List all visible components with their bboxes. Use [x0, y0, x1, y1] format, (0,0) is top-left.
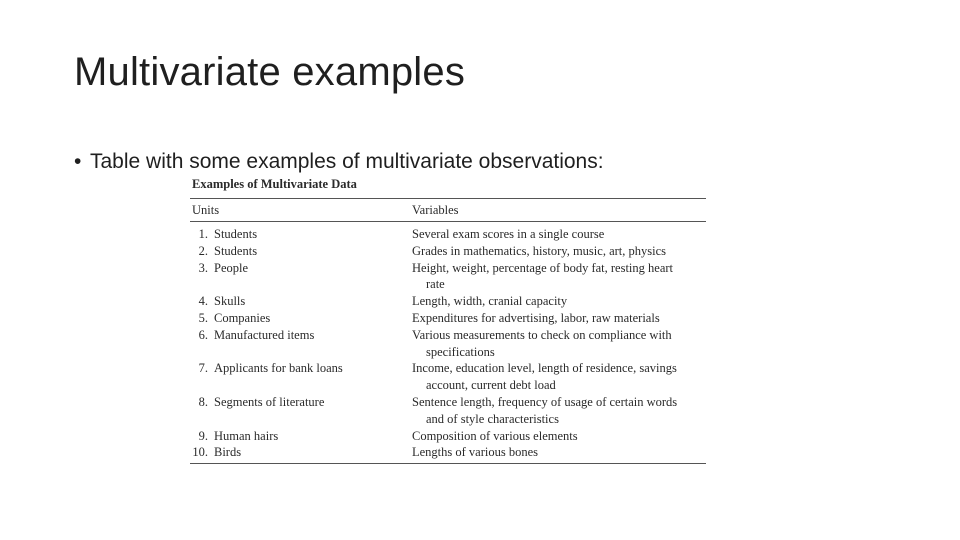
row-number: 8. [198, 394, 208, 409]
table-row [190, 293, 706, 310]
multivariate-table-figure [190, 176, 706, 464]
cell-variables [412, 310, 706, 327]
table-caption: Examples of Multivariate Data [192, 177, 357, 191]
cell-variables [412, 360, 706, 394]
unit-label: People [214, 260, 249, 275]
row-number: 1. [198, 227, 208, 241]
cell-variables [412, 394, 706, 428]
cell-unit [190, 428, 412, 445]
table-row [190, 243, 706, 260]
row-number: 7. [198, 361, 208, 376]
table-body [190, 222, 706, 463]
table-header-row [190, 199, 706, 221]
cell-variables [412, 260, 706, 294]
variables-text: Grades in mathematics, history, music, art, physics [412, 243, 666, 258]
header-variables: Variables [412, 202, 459, 217]
header-units: Units [192, 202, 220, 217]
unit-label: Birds [214, 445, 242, 460]
cell-unit [190, 243, 412, 260]
cell-unit [190, 293, 412, 310]
cell-unit [190, 260, 412, 294]
row-number: 4. [198, 294, 208, 309]
cell-unit [190, 327, 412, 361]
cell-variables [412, 243, 706, 260]
bullet-item [74, 150, 604, 174]
variables-text: Height, weight, percentage of body fat, resting heart [412, 260, 674, 275]
table-row [190, 310, 706, 327]
row-number: 6. [198, 327, 208, 342]
unit-label: Students [214, 227, 258, 241]
table-row [190, 360, 706, 394]
variables-text: Sentence length, frequency of usage of certain words [412, 394, 678, 409]
cell-unit [190, 360, 412, 394]
cell-unit [190, 394, 412, 428]
slide-title: Multivariate examples [74, 50, 466, 94]
cell-variables [412, 293, 706, 310]
row-number: 5. [198, 310, 208, 325]
variables-continuation: rate [426, 277, 445, 292]
table-row [190, 327, 706, 361]
variables-continuation: specifications [426, 344, 495, 359]
cell-variables [412, 327, 706, 361]
unit-label: Segments of literature [214, 394, 325, 409]
unit-label: Manufactured items [214, 327, 315, 342]
unit-label: Students [214, 243, 258, 258]
row-number: 2. [198, 243, 208, 258]
variables-text: Lengths of various bones [412, 445, 539, 460]
unit-label: Human hairs [214, 428, 279, 443]
variables-text: Various measurements to check on compliance with [412, 327, 672, 342]
table-row [190, 394, 706, 428]
variables-text: Length, width, cranial capacity [412, 294, 568, 309]
variables-text: Expenditures for advertising, labor, raw materials [412, 310, 660, 325]
unit-label: Applicants for bank loans [214, 361, 343, 376]
row-number: 3. [198, 260, 208, 275]
bullet-text: Table with some examples of multivariate observations: [90, 150, 604, 173]
variables-text: Income, education level, length of residence, savings [412, 361, 677, 376]
cell-unit [190, 310, 412, 327]
row-number: 10. [192, 445, 208, 460]
table-row [190, 226, 706, 243]
bullet-dot-icon: • [74, 150, 82, 173]
variables-continuation: account, current debt load [426, 378, 556, 393]
unit-label: Companies [214, 310, 271, 325]
table-row [190, 260, 706, 294]
variables-text: Composition of various elements [412, 428, 578, 443]
cell-variables [412, 428, 706, 445]
cell-unit [190, 444, 412, 461]
cell-unit [190, 226, 412, 243]
cell-variables [412, 444, 706, 461]
table-row [190, 444, 706, 461]
variables-text: Several exam scores in a single course [412, 227, 605, 241]
table-bottom-rule [190, 463, 706, 464]
variables-continuation: and of style characteristics [426, 411, 559, 426]
row-number: 9. [198, 428, 208, 443]
cell-variables [412, 226, 706, 243]
unit-label: Skulls [214, 294, 246, 309]
table-row [190, 428, 706, 445]
